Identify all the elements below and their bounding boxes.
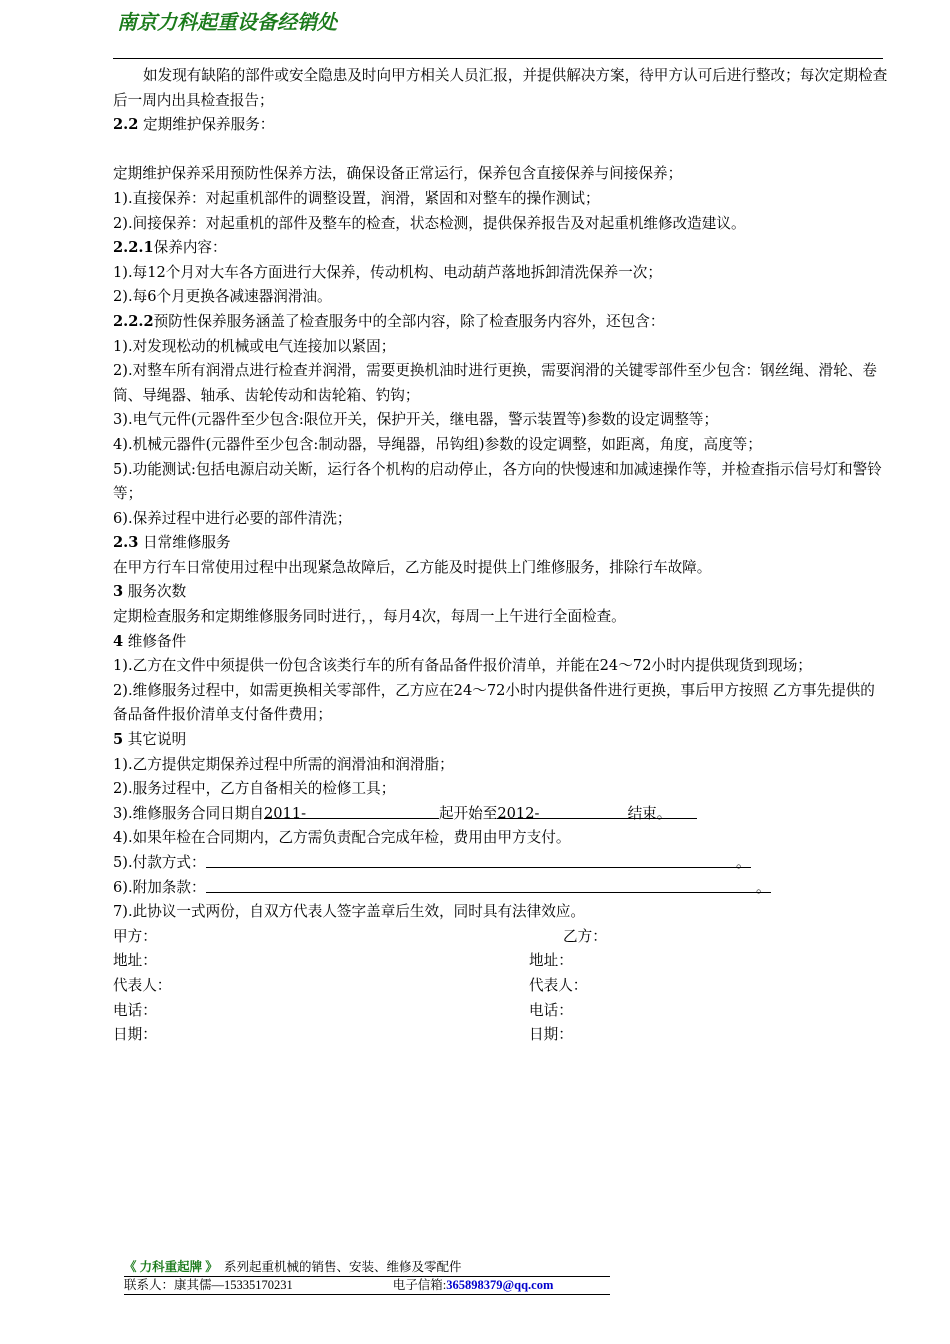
list-item: 2).间接保养：对起重机的部件及整车的检查，状态检测，提供保养报告及对起重机维修改造建议。 bbox=[113, 214, 746, 232]
signature-phone-row bbox=[113, 999, 888, 1024]
footer-brand: 《 力科重起牌 》 bbox=[124, 1260, 218, 1274]
party-b-date-label: 日期： bbox=[529, 1026, 573, 1044]
list-item: 4).机械元器件(元器件至少包含:制动器，导绳器，吊钩组)参数的设定调整，如距离，角度，高度等； bbox=[113, 435, 762, 453]
section-3-desc: 定期检查服务和定期维修服务同时进行，，每月4次，每周一上午进行全面检查。 bbox=[113, 608, 626, 626]
section-number: 2.2.1 bbox=[113, 239, 154, 257]
party-a-date-label: 日期： bbox=[113, 1026, 157, 1044]
section-title: 预防性保养服务涵盖了检查服务中的全部内容，除了检查服务内容外，还包含： bbox=[153, 312, 665, 330]
section-title: 定期维护保养服务： bbox=[143, 116, 275, 134]
party-b-label: 乙方： bbox=[563, 927, 607, 945]
contract-date-line bbox=[113, 802, 888, 827]
party-a-rep-label: 代表人： bbox=[113, 976, 172, 994]
section-title: 服务次数 bbox=[127, 583, 187, 601]
section-2-2-1-heading bbox=[113, 236, 888, 261]
section-title: 维修备件 bbox=[127, 632, 187, 650]
section-title: 其它说明 bbox=[127, 731, 187, 749]
footer-contact: 联系人：康其儒—15335170231 bbox=[124, 1278, 293, 1292]
page-footer bbox=[124, 1259, 610, 1295]
list-item: 1).直接保养：对起重机部件的调整设置，润滑，紧固和对整车的操作测试； bbox=[113, 189, 600, 207]
section-2-3-heading bbox=[113, 531, 888, 556]
section-4-heading bbox=[113, 630, 888, 655]
list-item: 1).乙方提供定期保养过程中所需的润滑油和润滑脂； bbox=[113, 755, 454, 773]
list-item: 3).电气元件(元器件至少包含:限位开关，保护开关，继电器，警示装置等)参数的设定调整等； bbox=[113, 411, 719, 429]
footer-brand-line bbox=[124, 1259, 610, 1277]
section-number: 4 bbox=[113, 632, 124, 650]
contract-date-end: 结束。 bbox=[627, 804, 672, 822]
additional-terms-label: 6).附加条款： bbox=[113, 878, 206, 896]
signature-address-row bbox=[113, 949, 888, 974]
list-item: 2).对整车所有润滑点进行检查并润滑，需要更换机油时进行更换，需要润滑的关键零部件至少包含：钢丝绳、滑轮、卷筒、导绳器、轴承、齿轮传动和齿轮箱、钓钩； bbox=[113, 362, 877, 404]
section-2-2-heading bbox=[113, 113, 888, 138]
party-b-address-label: 地址： bbox=[529, 952, 573, 970]
section-2-3-desc: 在甲方行车日常使用过程中出现紧急故障后，乙方能及时提供上门维修服务，排除行车故障。 bbox=[113, 558, 712, 576]
document-body bbox=[113, 64, 888, 1048]
intro-paragraph: 如发现有缺陷的部件或安全隐患及时向甲方相关人员汇报，并提供解决方案，待甲方认可后进行整改；每次定期检查后一周内出具检查报告； bbox=[113, 67, 888, 109]
section-number: 2.2.2 bbox=[113, 312, 154, 330]
list-item: 2).每6个月更换各减速器润滑油。 bbox=[113, 288, 332, 306]
section-2-2-desc: 定期维护保养采用预防性保养方法，确保设备正常运行，保养包含直接保养与间接保养； bbox=[113, 165, 683, 183]
signature-date-row bbox=[113, 1023, 888, 1048]
section-title: 保养内容： bbox=[153, 239, 227, 257]
start-year: 2011- bbox=[263, 804, 307, 822]
section-number: 5 bbox=[113, 731, 124, 749]
party-a-label: 甲方： bbox=[113, 927, 157, 945]
footer-contact-line bbox=[124, 1277, 610, 1295]
header-divider bbox=[113, 58, 883, 59]
signature-rep-row bbox=[113, 974, 888, 999]
footer-description: 系列起重机械的销售、安装、维修及零配件 bbox=[224, 1260, 462, 1274]
section-title: 日常维修服务 bbox=[143, 534, 231, 552]
payment-method-field[interactable] bbox=[206, 851, 751, 871]
list-item: 1).对发现松动的机械或电气连接加以紧固； bbox=[113, 337, 396, 355]
section-number: 2.3 bbox=[113, 534, 139, 552]
list-item: 2).服务过程中，乙方自备相关的检修工具； bbox=[113, 780, 396, 798]
section-number: 2.2 bbox=[113, 116, 139, 134]
section-2-2-2-heading bbox=[113, 310, 888, 335]
contract-date-mid: 起开始至 bbox=[438, 804, 498, 822]
list-item: 2).维修服务过程中，如需更换相关零部件，乙方应在24～72小时内提供备件进行更换，事后甲方按照 乙方事先提供的备品备件报价清单支付备件费用； bbox=[113, 681, 875, 724]
additional-terms-field[interactable] bbox=[206, 876, 771, 896]
party-a-phone-label: 电话： bbox=[113, 1001, 157, 1019]
end-year: 2012- bbox=[497, 804, 540, 822]
blank-line bbox=[113, 138, 888, 163]
list-item: 5).功能测试:包括电源启动关断，运行各个机构的启动停止，各方向的快慢速和加减速操作等，并检查指示信号灯和警铃等； bbox=[113, 460, 882, 503]
end-date-field[interactable] bbox=[497, 802, 697, 822]
section-5-heading bbox=[113, 728, 888, 753]
list-item: 1).每12个月对大车各方面进行大保养，传动机构、电动葫芦落地拆卸清洗保养一次； bbox=[113, 263, 662, 281]
section-3-heading bbox=[113, 580, 888, 605]
company-header: 南京力科起重设备经销处 bbox=[117, 10, 337, 34]
footer-email-link[interactable]: 365898379@qq.com bbox=[446, 1278, 554, 1292]
party-a-address-label: 地址： bbox=[113, 952, 157, 970]
list-item: 4).如果年检在合同期内，乙方需负责配合完成年检，费用由甲方支付。 bbox=[113, 829, 571, 847]
payment-method-line bbox=[113, 851, 888, 876]
start-date-field[interactable] bbox=[263, 802, 439, 822]
payment-method-end: 。 bbox=[735, 854, 751, 871]
party-b-rep-label: 代表人： bbox=[529, 976, 588, 994]
footer-email-label: 电子信箱: bbox=[392, 1278, 447, 1292]
payment-method-label: 5).付款方式： bbox=[113, 854, 206, 871]
additional-terms-end: 。 bbox=[755, 878, 771, 896]
list-item: 7).此协议一式两份，自双方代表人签字盖章后生效，同时具有法律效应。 bbox=[113, 903, 586, 921]
contract-date-prefix: 3).维修服务合同日期自 bbox=[113, 804, 264, 822]
list-item: 6).保养过程中进行必要的部件清洗； bbox=[113, 509, 352, 527]
section-number: 3 bbox=[113, 583, 124, 601]
list-item: 1).乙方在文件中须提供一份包含该类行车的所有备品备件报价清单，并能在24～72小时内提供现货到现场； bbox=[113, 657, 812, 675]
additional-terms-line bbox=[113, 876, 888, 901]
party-b-phone-label: 电话： bbox=[529, 1001, 573, 1019]
signature-party-row bbox=[113, 925, 888, 950]
